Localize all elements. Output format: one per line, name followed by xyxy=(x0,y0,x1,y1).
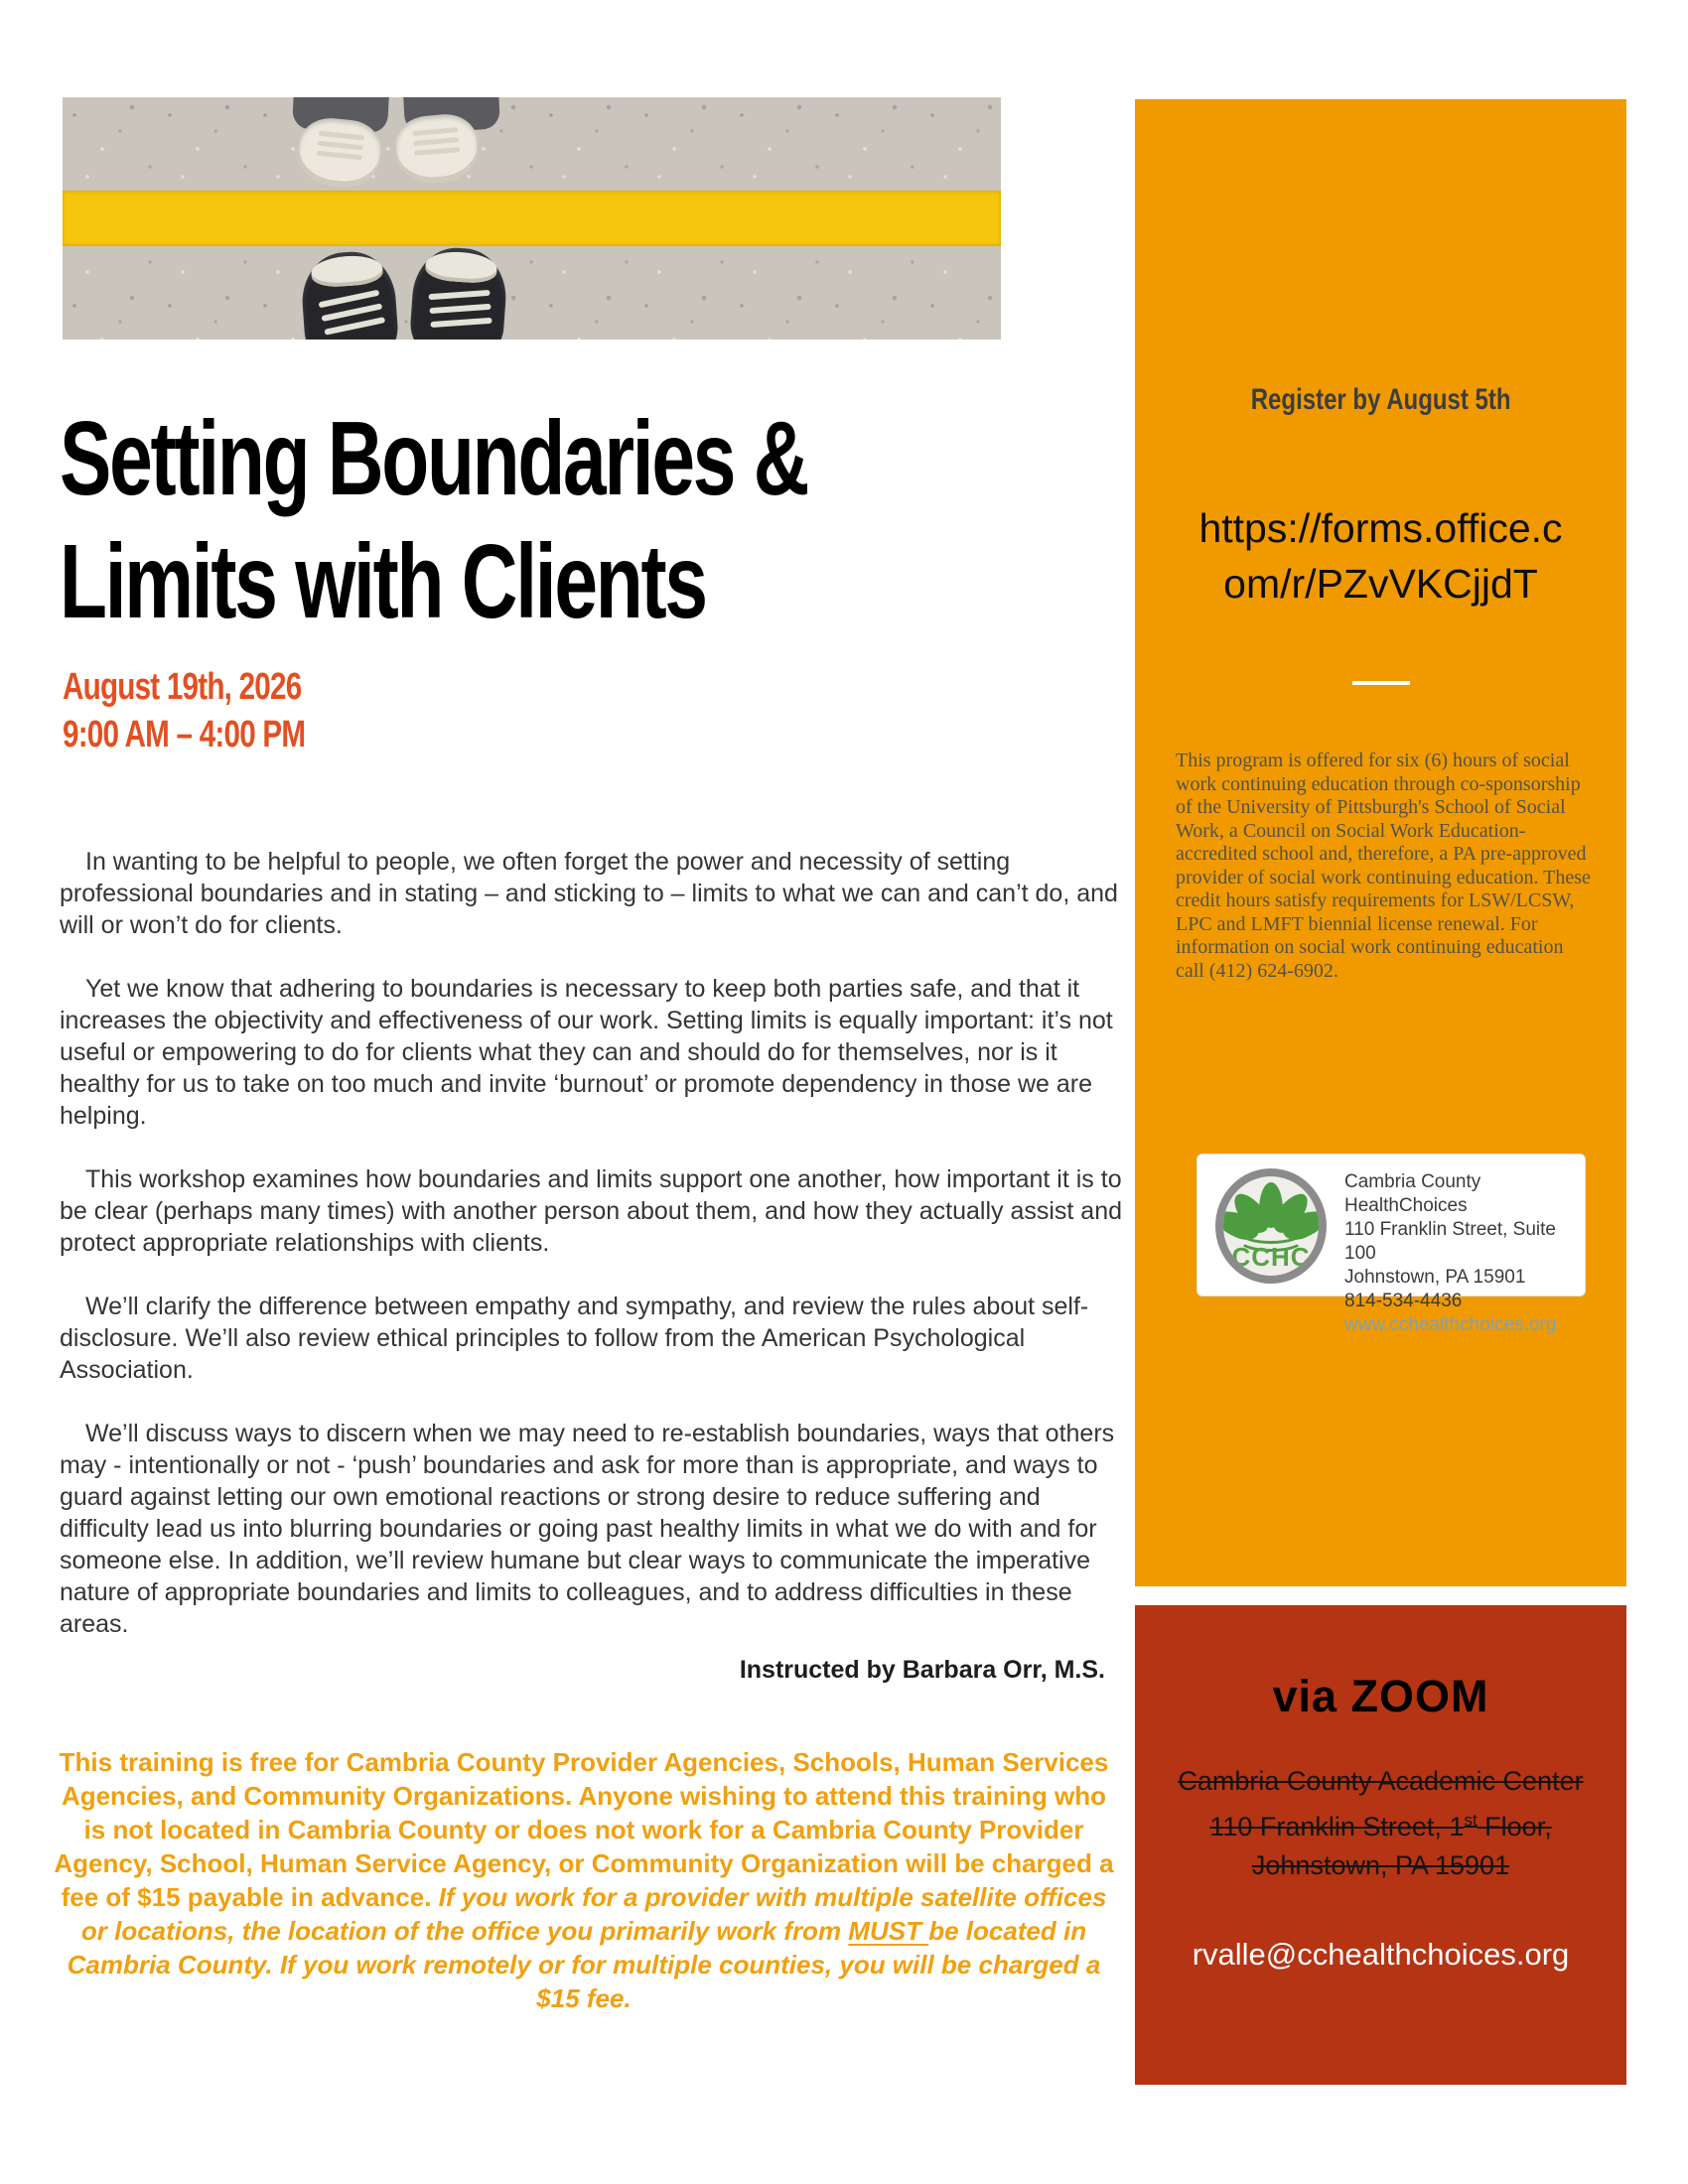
registration-url-line1[interactable]: https://forms.office.c xyxy=(1198,505,1563,551)
org-contact-block xyxy=(1344,1170,1585,1337)
event-time: 9:00 AM – 4:00 PM xyxy=(63,714,306,755)
shoelace xyxy=(428,290,490,300)
continuing-education-text: This program is offered for six (6) hours of social work continuing education through co-sponsorship of the University of Pittsburgh's School of Social Work, a Council on Social Work Education-accredited school and, therefore, a PA pre-approved provider of social work continuing education. These credit hours satisfy requirements for LSW/LCSW, LPC and LMFT biennial license renewal. For information on social work continuing education call (412) 624-6902. xyxy=(1176,750,1591,982)
paragraph-intro: In wanting to be helpful to people, we often forget the power and necessity of setting professional boundaries and in stating – and sticking to – limits to what we can and can’t do, and will or won’t do for clients. xyxy=(60,848,1118,939)
divider-line xyxy=(1352,681,1410,685)
old-location-strikethrough xyxy=(1135,1762,1626,1885)
fee-notice xyxy=(52,1745,1116,2015)
paragraph-empathy: We’ll clarify the difference between empathy and sympathy, and review the rules about self-disclosure. We’ll also review ethical principles to follow from the American Psychological Association. xyxy=(60,1293,1089,1384)
org-phone: 814-534-4436 xyxy=(1344,1291,1463,1311)
location-panel xyxy=(1135,1605,1626,2085)
register-deadline: Register by August 5th xyxy=(1250,383,1511,416)
registration-url-line2[interactable]: om/r/PZvVKCjjdT xyxy=(1223,561,1538,607)
fee-notice-italic: If you work for a provider with multiple satellite offices or locations, the location of the office you primarily work from xyxy=(80,1882,1107,1946)
page-title xyxy=(60,397,1070,643)
logo-acronym: CCHC xyxy=(1231,1242,1311,1272)
org-website-link[interactable]: www.cchealthchoices.org xyxy=(1344,1314,1557,1335)
fee-notice-must: MUST xyxy=(848,1916,929,1946)
shoelace xyxy=(318,290,379,309)
paragraph-workshop: This workshop examines how boundaries and limits support one another, how important it is to be clear (perhaps many times) with another person about them, and how they actually assist and protect appropriate relationships with clients. xyxy=(60,1165,1123,1257)
org-address-2: Johnstown, PA 15901 xyxy=(1344,1267,1526,1288)
black-sneaker xyxy=(408,245,508,340)
yellow-line xyxy=(63,191,1001,246)
registration-panel xyxy=(1135,99,1626,1586)
white-sneaker xyxy=(393,112,481,187)
old-location-line2: 110 Franklin Street, 1st Floor, xyxy=(1209,1811,1552,1842)
via-zoom-label: via ZOOM xyxy=(1272,1671,1489,1721)
ordinal-suffix: st xyxy=(1464,1811,1477,1830)
org-name: Cambria County HealthChoices xyxy=(1344,1171,1481,1216)
title-line-1: Setting Boundaries & xyxy=(60,400,808,517)
shoelace xyxy=(319,131,364,141)
org-card xyxy=(1196,1154,1586,1335)
fee-notice-bold: This training is free for Cambria County Provider Agencies, Schools, Human Services Agencies, and Community Organizations. Anyone wishing to attend this training who is not located in Cambria County or does not work for a Cambria County Provider Agency, School, Human Service Agency, or Community Organization will be charged a fee of $15 payable in advance. xyxy=(54,1747,1114,1912)
fee-notice-italic-end: be located in Cambria County. If you work remotely or for multiple counties, you will be charged a $15 fee. xyxy=(67,1916,1101,2013)
toe-cap xyxy=(311,254,384,289)
paragraph-boundaries: Yet we know that adhering to boundaries is necessary to keep both parties safe, and that it increases the objectivity and effectiveness of our work. Setting limits is equally important: it’s not useful or empowering to do for clients what they can and should do for themselves, nor is it healthy for us to take on too much and invite ‘burnout’ or promote dependency in those we are helping. xyxy=(60,975,1113,1130)
toe-cap xyxy=(425,250,498,285)
boundary-photo xyxy=(63,97,1001,340)
title-line-2: Limits with Clients xyxy=(60,523,706,640)
description-text xyxy=(60,846,1130,1672)
old-location-line3: Johnstown, PA 15901 xyxy=(1251,1850,1510,1880)
shoelace xyxy=(412,127,458,136)
black-sneaker xyxy=(299,249,399,340)
old-location-line1: Cambria County Academic Center xyxy=(1178,1766,1584,1796)
event-date: August 19th, 2026 xyxy=(63,666,302,708)
instructor-credit: Instructed by Barbara Orr, M.S. xyxy=(739,1656,1105,1684)
contact-email-link[interactable]: rvalle@cchealthchoices.org xyxy=(1192,1937,1570,1972)
cchc-logo-icon xyxy=(1215,1168,1327,1284)
registration-url[interactable] xyxy=(1135,500,1626,612)
event-datetime xyxy=(63,663,373,758)
paragraph-discuss: We’ll discuss ways to discern when we may need to re-establish boundaries, ways that others may - intentionally or not - ‘push’ boundaries and ask for more than is appropriate, and ways to guard against letting our own emotional reactions or strong desire to reduce suffering and difficulty lead us into blurring boundaries or going past healthy limits in what we do with and for someone else. In addition, we’ll review humane but clear ways to communicate the imperative nature of appropriate boundaries and limits to colleagues, and to address difficulties in these areas. xyxy=(60,1420,1115,1638)
org-address-1: 110 Franklin Street, Suite 100 xyxy=(1344,1219,1556,1264)
